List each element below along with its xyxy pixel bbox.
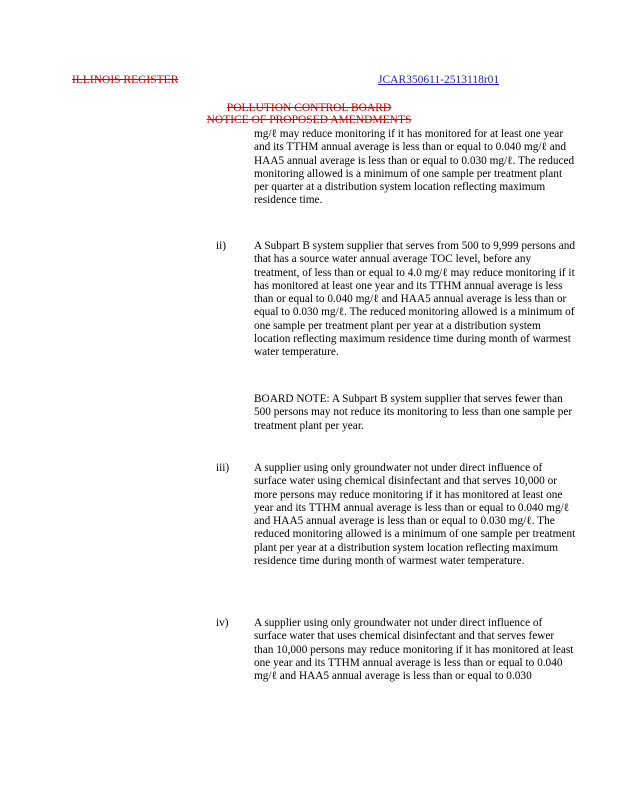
document-code[interactable]: JCAR350611-2513118r01 [378, 74, 500, 86]
notice-title: NOTICE OF PROPOSED AMENDMENTS [206, 114, 412, 126]
item-text-iii: A supplier using only groundwater not under direct influence of surface water using chemical disinfectant and that serves 10,000 or more persons may reduce monitoring if it has monitored at least one year and its TTHM annual average is less than or equal to 0.040 mg/ℓ and HAA5 annual average is less than or equal to 0.030 mg/ℓ. The reduced monitoring allowed is a minimum of one sample per treatment plant per year at a distribution system location reflecting maximum residence time during month of warmest water temperature. [254, 462, 576, 568]
item-label-iv: iv) [216, 617, 229, 629]
board-note: BOARD NOTE: A Subpart B system supplier that serves fewer than 500 persons may not reduce its monitoring to less than one sample per treatment plant per year. [254, 393, 573, 432]
item-label-ii: ii) [216, 240, 227, 252]
item-text-iv: A supplier using only groundwater not under direct influence of surface water that uses chemical disinfectant and that serves fewer than 10,000 persons may reduce monitoring if it has monitored at least one year and its TTHM annual average is less than or equal to 0.040 mg/ℓ and HAA5 annual average is less than or equal to 0.030 [254, 617, 574, 683]
item-label-iii: iii) [216, 462, 230, 474]
item-text-ii: A Subpart B system supplier that serves from 500 to 9,999 persons and that has a source water annual average TOC level, before any treatment, of less than or equal to 4.0 mg/ℓ may reduce monitoring if it has monitored at least one year and its TTHM annual average is less than or equal to 0.040 mg/ℓ and HAA5 annual average is less than or equal to 0.030 mg/ℓ. The reduced monitoring allowed is a minimum of one sample per treatment plant per year at a distribution system location reflecting maximum residence time during month of warmest water temperature. [254, 240, 575, 359]
board-name: POLLUTION CONTROL BOARD [226, 102, 392, 114]
register-title: ILLINOIS REGISTER [72, 74, 179, 86]
intro-paragraph: mg/ℓ may reduce monitoring if it has monitored for at least one year and its TTHM annual average is less than or equal to 0.040 mg/ℓ and HAA5 annual average is less than or equal to 0.030 mg/ℓ. The reduced monitoring allowed is a minimum of one sample per treatment plant per quarter at a distribution system location reflecting maximum residence time. [254, 128, 575, 207]
